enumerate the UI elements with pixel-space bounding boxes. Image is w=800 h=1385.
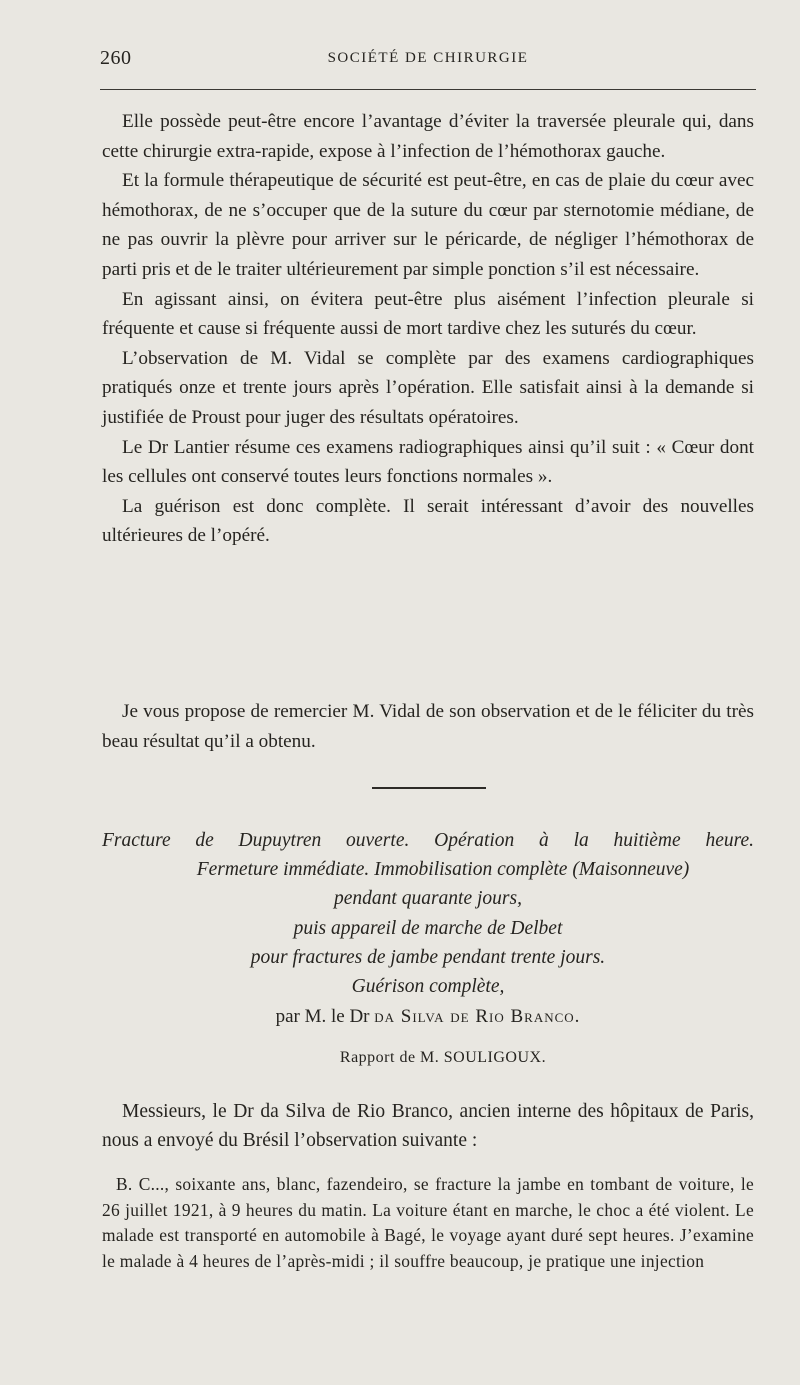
section-divider [372,787,486,789]
report-body [102,107,754,551]
title-line: Fermeture immédiate. Immobilisation complète (Maisonneuve) [196,859,690,881]
case-paragraph: B. C..., soixante ans, blanc, fazendeiro, se fracture la jambe en tombant de voiture, le 26 juillet 1921, à 9 heures du matin. La voiture étant en marche, le choc a été violent. Le malade est transporté en automobile à Bagé, le voyage ayant duré sept heures. J’examine le malade à 4 heures de l’après-midi ; il souffre beaucoup, je pratique une injection [102,1174,754,1271]
byline-prefix: par M. le Dr [275,1006,370,1027]
closing-paragraph-block [102,697,754,756]
header-rule [100,89,756,90]
paragraph: En agissant ainsi, on évitera peut-être plus aisément l’infection pleurale si fréquente et cause si fréquente aussi de mort tardive chez les suturés du cœur. [102,288,754,340]
intro-paragraph: Messieurs, le Dr da Silva de Rio Branco, ancien interne des hôpitaux de Paris, nous a envoyé du Brésil l’observation suivante : [102,1101,754,1152]
paragraph: La guérison est donc complète. Il serait intéressant d’avoir des nouvelles ultérieures de l’opéré. [102,495,754,547]
title-line: pendant quarante jours, [334,888,522,910]
title-line: pour fractures de jambe pendant trente jours. [250,946,606,968]
running-head: SOCIÉTÉ DE CHIRURGIE [327,50,529,66]
intro-block [102,1097,754,1156]
paragraph: Elle possède peut-être encore l’avantage d’éviter la traversée pleurale qui, dans cette chirurgie extra-rapide, expose à l’infection de l’hémothorax gauche. [102,111,754,162]
rapport-line: Rapport de M. SOULIGOUX. [339,1049,547,1066]
paragraph: L’observation de M. Vidal se complète par des examens cardiographiques pratiqués onze et trente jours après l’opération. Elle satisfait ainsi à la demande si justifiée de Proust pour juger des résultats opératoires. [102,347,754,428]
paragraph: Le Dr Lantier résume ces examens radiographiques ainsi qu’il suit : « Cœur dont les cellules ont conservé toutes leurs fonctions normales ». [102,436,754,488]
page-number: 260 [100,47,132,69]
closing-paragraph: Je vous propose de remercier M. Vidal de son observation et de le féliciter du très beau résultat qu’il a obtenu. [102,701,754,752]
author-byline [102,1006,754,1028]
paragraph: Et la formule thérapeutique de sécurité est peut-être, en cas de plaie du cœur avec hémothorax, de ne s’occuper que de la suture du cœur par sternotomie médiane, de ne pas ouvrir la plèvre pour arriver sur le péricarde, de négliger l’hémothorax de parti pris et de le traiter ultérieurement par simple ponction s’il est nécessaire. [102,170,754,280]
title-line: Fracture de Dupuytren ouverte. Opération à la huitième heure. [102,830,754,851]
byline-author: da Silva de Rio Branco. [374,1006,581,1027]
page-header [100,47,756,73]
title-line: Guérison complète, [351,976,505,998]
title-line: puis appareil de marche de Delbet [293,917,563,939]
case-report [102,1172,754,1274]
article-title [102,826,754,1001]
